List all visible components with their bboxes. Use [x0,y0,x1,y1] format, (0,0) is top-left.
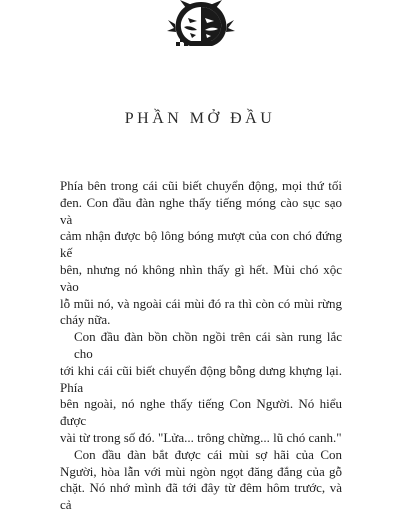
text-line: vài từ trong số đó. "Lửa... trông chừng... lũ chó canh." [60,429,342,445]
text-line: Con đầu đàn bắt được cái mùi sợ hãi của Con [74,446,342,462]
text-line: Phía bên trong cái cũi biết chuyển động, mọi thứ tối [60,178,342,193]
text-line: cảm nhận được bộ lông bóng mượt của con chó đứng kế [60,228,342,261]
wolf-head-emblem-icon [166,0,236,48]
body-text [60,178,342,514]
chapter-title: PHẦN MỞ ĐẦU [124,110,276,127]
text-line: lỗ mũi nó, và ngoài cái mùi đó ra thì còn có mùi rừng [60,295,342,311]
text-line: chặt. Nó nhớ mình đã tới đây từ đêm hôm trước, và cả [60,480,342,513]
text-line: Con đầu đàn bồn chồn ngồi trên cái sàn rung lắc cho [74,329,342,361]
text-line: Người, hòa lẫn với mùi ngòn ngọt đăng đắng của gỗ [60,463,342,479]
text-line: tới khi cái cũi biết chuyển động bỗng dưng khựng lại. Phía [60,362,342,395]
text-line: cháy nữa. [60,312,111,328]
text-line: đen. Con đầu đàn nghe thấy tiếng móng cào sục sạo và [60,194,342,227]
text-line: bên ngoài, nó nghe thấy tiếng Con Người. Nó hiểu được [60,396,342,429]
text-line: bên, nhưng nó không nhìn thấy gì hết. Mùi chó xộc vào [60,261,342,294]
